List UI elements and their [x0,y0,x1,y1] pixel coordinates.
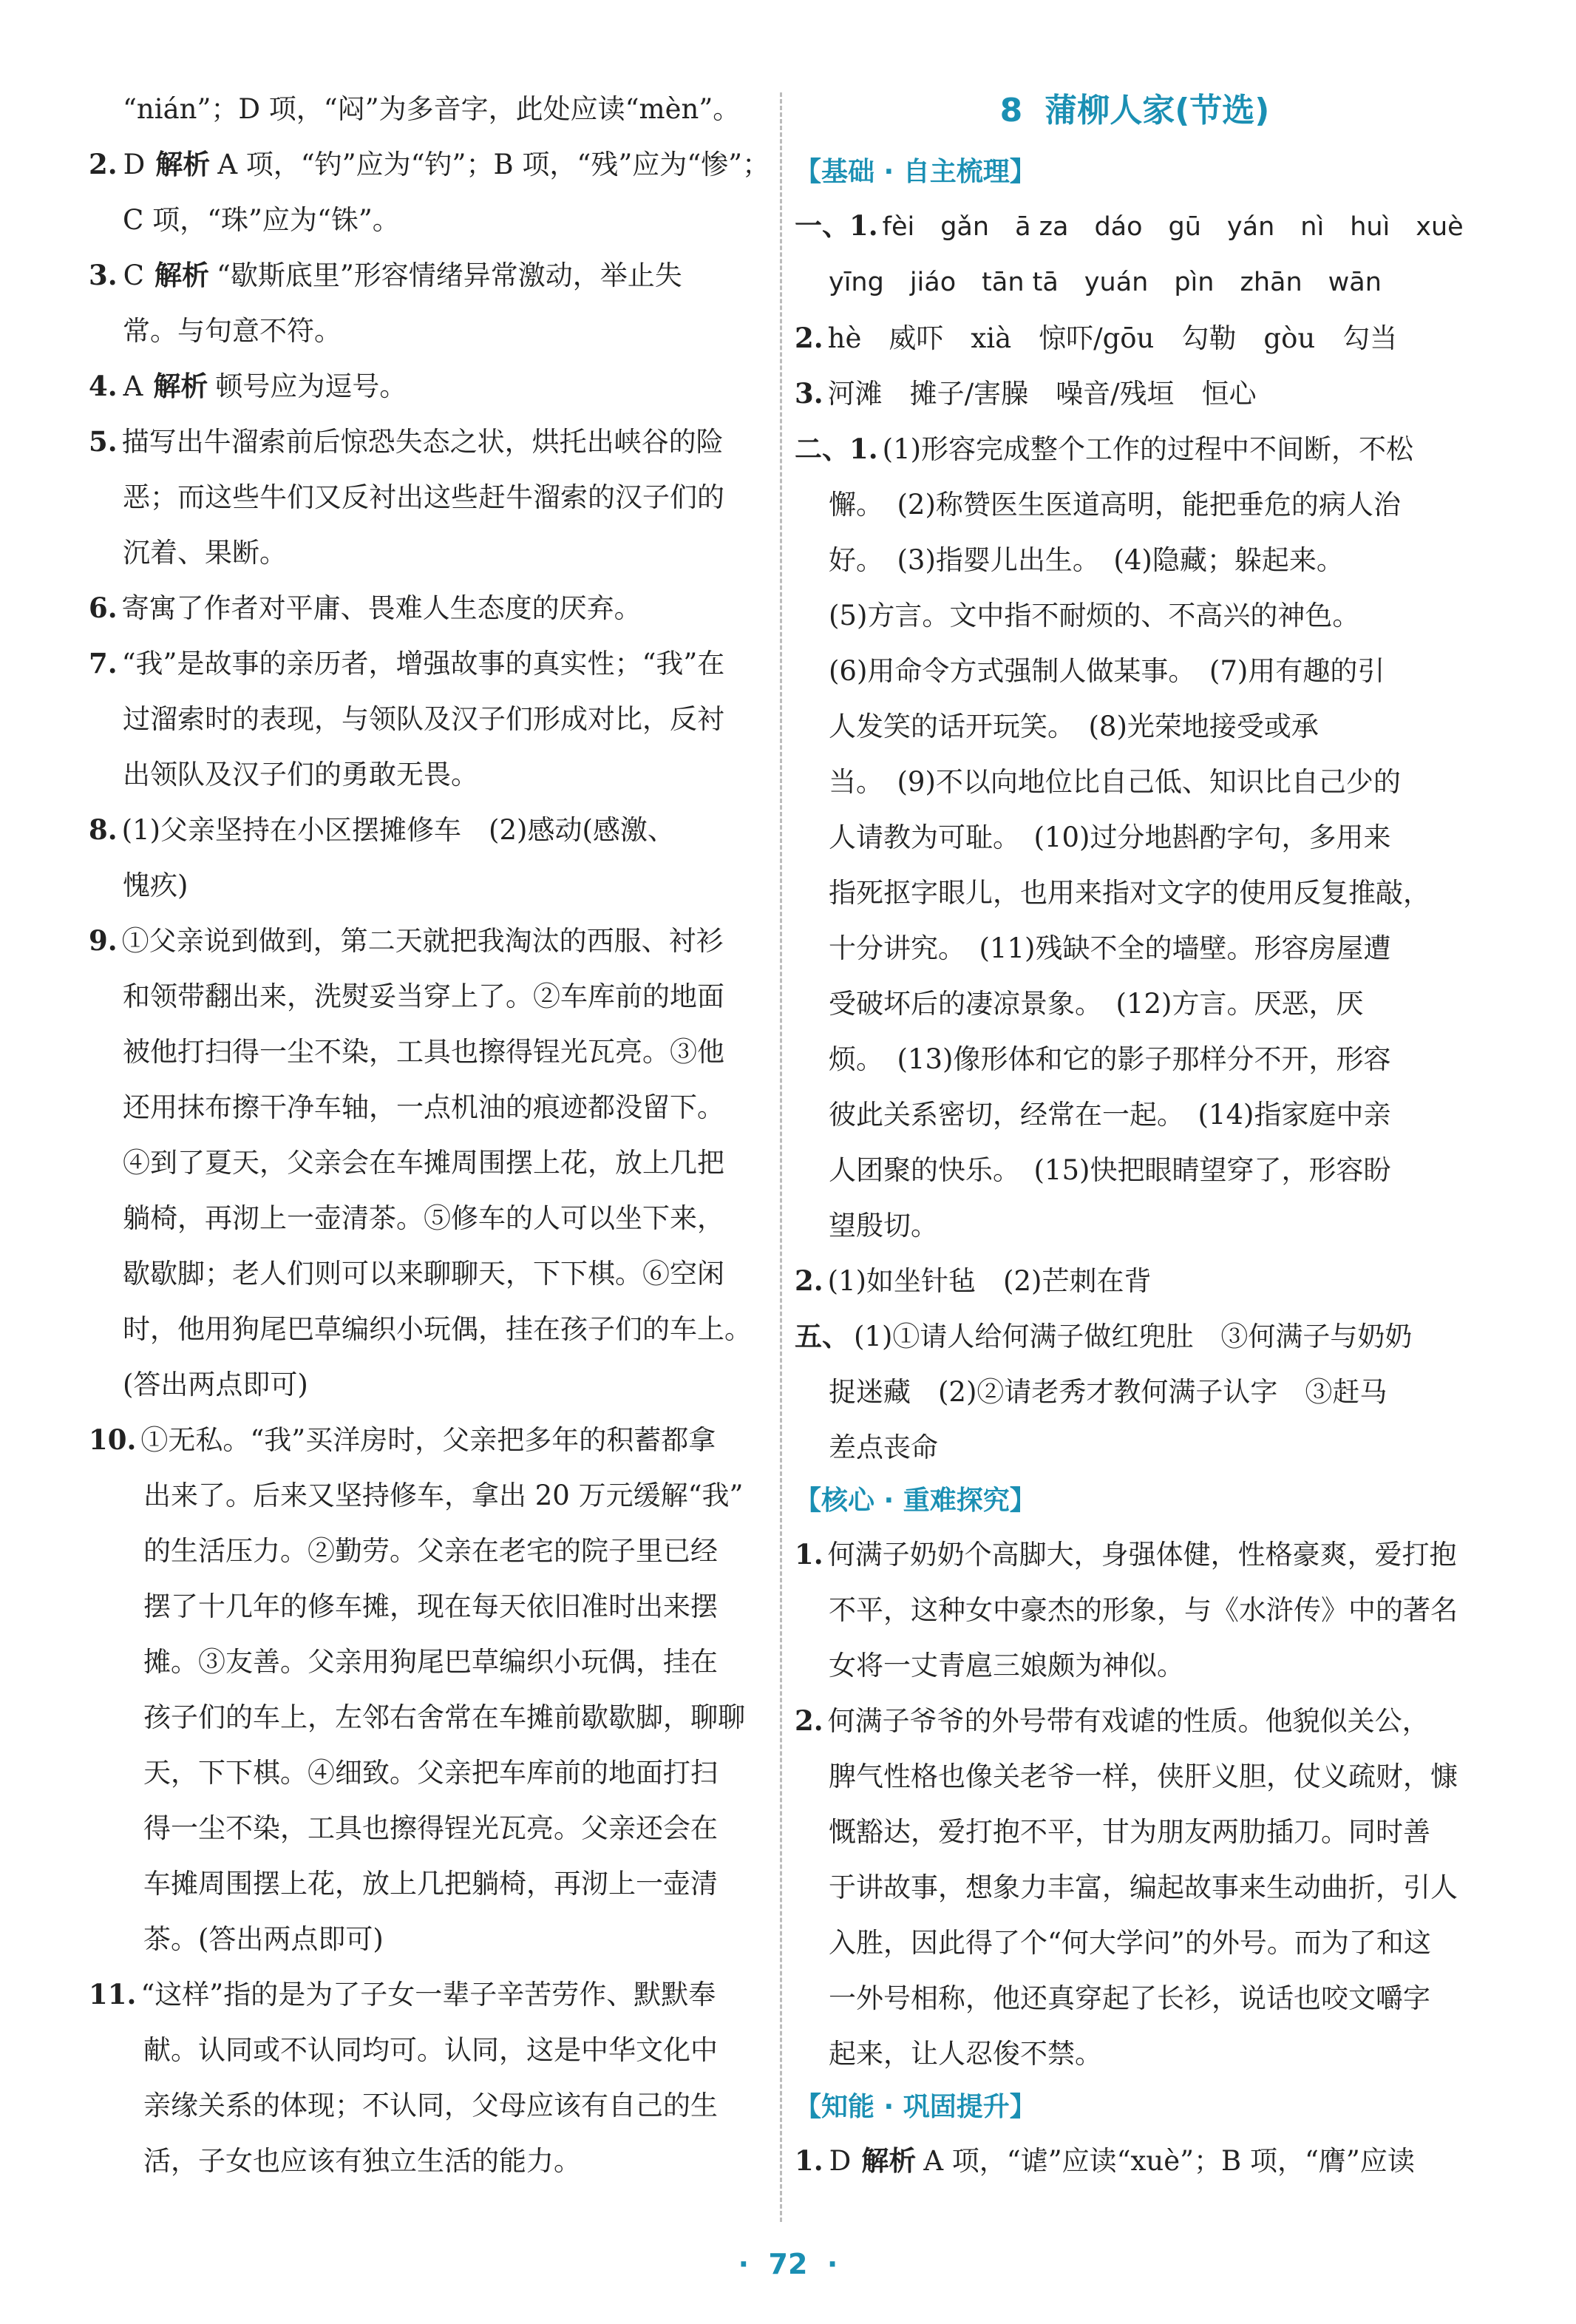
item-text: (1)如坐针毡 (2)芒刺在背 [827,1265,1152,1297]
text-line: 出来了。后来又坚持修车，拿出 20 万元缓解“我” [143,1480,744,1511]
text-line: 的生活压力。②勤劳。父亲在老宅的院子里已经 [143,1535,718,1567]
text-line: 时，他用狗尾巴草编织小玩偶，挂在孩子们的车上。 [123,1313,752,1345]
item-number: 2. [795,1264,823,1297]
section-title [795,81,1475,146]
answer-item [795,2133,1475,2189]
item-text: (1)父亲坚持在小区摆摊修车 (2)感动(感激、 [121,814,675,846]
item-text: 寄寓了作者对平庸、畏难人生态度的厌弃。 [121,592,642,624]
left-column [89,81,772,2189]
text-line: 常。与句意不符。 [123,315,342,347]
item-number: 2. [89,148,118,180]
text-line: 出领队及汉子们的勇敢无畏。 [123,759,478,790]
item-number: 2. [795,1704,823,1737]
text-line: 躺椅，再沏上一壶清茶。⑤修车的人可以坐下来， [123,1202,724,1234]
answer-item [89,1967,772,2022]
text-line: 慨豁达，爱打抱不平，甘为朋友两肋插刀。同时善 [829,1816,1430,1848]
item-number: 9. [89,924,118,957]
text-line: (答出两点即可) [123,1369,308,1400]
text-line: “nián”；D 项，“闷”为多音字，此处应读“mèn”。 [123,93,741,125]
text-line: 起来，让人忍俊不禁。 [829,2038,1102,2070]
item-text: hè 威吓 xià 惊吓/gōu 勾勒 gòu 勾当 [827,322,1398,354]
text-line: 人团聚的快乐。 (15)快把眼睛望穿了，形容盼 [829,1154,1391,1186]
answer-choice: D [829,2145,852,2177]
item-text: fèi gǎn ā za dáo gū yán nì huì xuè [882,212,1464,242]
answer-item [89,359,772,414]
column-divider [780,92,782,2222]
item-number: 二、1. [795,433,878,465]
text-line: 和领带翻出来，洗熨妥当穿上了。②车库前的地面 [123,980,724,1012]
item-number: 1. [795,2144,823,2177]
item-text: 顿号应为逗号。 [215,370,407,402]
answer-item [795,366,1475,421]
text-line: 好。 (3)指婴儿出生。 (4)隐藏；躲起来。 [829,544,1344,576]
answer-item [795,311,1475,366]
text-line: 活，子女也应该有独立生活的能力。 [143,2145,581,2177]
section-heading: 【知能 · 巩固提升】 [795,2092,1036,2122]
item-text: A 项，“钓”应为“钓”；B 项，“残”应为“惨”； [217,149,770,180]
text-line: 一外号相称，他还真穿起了长衫，说话也咬文嚼字 [829,1982,1430,2014]
answer-item [795,1309,1475,1364]
item-text: “这样”指的是为了子女一辈子辛苦劳作、默默奉 [140,1979,716,2010]
answer-choice: C [123,260,144,291]
answer-item [89,580,772,636]
section-heading: 【核心 · 重难探究】 [795,1485,1036,1516]
text-line: 天，下下棋。④细致。父亲把车库前的地面打扫 [143,1757,718,1789]
page-number-value: 72 [768,2248,808,2280]
right-column [795,81,1475,2189]
item-text: 河滩 摊子/害臊 噪音/残垣 恒心 [827,378,1257,410]
item-text: “我”是故事的亲历者，增强故事的真实性；“我”在 [121,648,725,680]
section-title-text: 蒲柳人家(节选) [1045,92,1270,129]
analysis-label: 解析 [153,370,208,402]
item-number: 7. [89,647,118,680]
text-line: 懈。 (2)称赞医生医道高明，能把垂危的病人治 [829,489,1401,521]
answer-item [89,913,772,969]
item-number: 1. [795,1538,823,1571]
text-line: (6)用命令方式强制人做某事。 (7)用有趣的引 [829,655,1385,687]
text-line: 愧疚) [123,870,188,901]
answer-item [89,414,772,470]
text-line: 沉着、果断。 [123,537,287,569]
item-number: 10. [89,1423,137,1456]
text-line: 被他打扫得一尘不染，工具也擦得锃光瓦亮。③他 [123,1036,724,1068]
item-number: 一、1. [795,209,878,242]
answer-item [795,198,1475,255]
text-line: 孩子们的车上，左邻右舍常在车摊前歇歇脚，聊聊 [143,1701,745,1733]
text-line: 差点丧命 [829,1432,938,1463]
text-line: 指死抠字眼儿，也用来指对文字的使用反复推敲， [829,877,1430,909]
text-line: 十分讲究。 (11)残缺不全的墙壁。形容房屋遭 [829,932,1391,964]
answer-item [89,248,772,303]
section-number: 8 [999,92,1023,129]
right-column-body [795,146,1475,2189]
text-line: ④到了夏天，父亲会在车摊周围摆上花，放上几把 [123,1147,724,1179]
text-line: 入胜，因此得了个“何大学问”的外号。而为了和这 [829,1927,1431,1959]
item-text: A 项，“谑”应读“xuè”；B 项，“膺”应读 [923,2145,1415,2177]
answer-item [795,421,1475,477]
analysis-label: 解析 [155,149,211,180]
text-line: 望殷切。 [829,1210,938,1241]
text-line: 捉迷藏 (2)②请老秀才教何满子认字 ③赶马 [829,1376,1388,1408]
text-line: yīng jiáo tān tā yuán pìn zhān wān [829,268,1382,297]
item-text: ①无私。“我”买洋房时，父亲把多年的积蓄都拿 [140,1424,716,1456]
item-number: 5. [89,425,118,458]
section-heading: 【基础 · 自主梳理】 [795,157,1036,187]
text-line: 车摊周围摆上花，放上几把躺椅，再沏上一壶清 [143,1868,718,1900]
text-line: 献。认同或不认同均可。认同，这是中华文化中 [143,2034,718,2066]
answer-item [89,636,772,691]
item-number: 3. [795,377,823,410]
answer-item [795,1693,1475,1749]
text-line: 女将一丈青扈三娘颇为神似。 [829,1650,1184,1681]
answer-item [89,137,772,192]
item-text: 描写出牛溜索前后惊恐失态之状，烘托出峡谷的险 [121,426,724,458]
text-line: 人请教为可耻。 (10)过分地斟酌字句，多用来 [829,821,1391,853]
text-line: 恶；而这些牛们又反衬出这些赶牛溜索的汉子们的 [123,481,724,513]
item-text: 何满子爷爷的外号带有戏谑的性质。他貌似关公， [827,1705,1430,1737]
item-number: 五、 [795,1320,849,1352]
text-line: 人发笑的话开玩笑。 (8)光荣地接受或承 [829,711,1319,742]
text-line: 于讲故事，想象力丰富，编起故事来生动曲折，引人 [829,1871,1458,1903]
item-text: “歇斯底里”形容情绪异常激动，举止失 [216,260,682,291]
text-line: 过溜索时的表现，与领队及汉子们形成对比，反衬 [123,703,724,735]
text-line: 受破坏后的凄凉景象。 (12)方言。厌恶，厌 [829,988,1364,1020]
text-line: (5)方言。文中指不耐烦的、不高兴的神色。 [829,600,1360,631]
item-number: 3. [89,259,118,291]
text-line: 烦。 (13)像形体和它的影子那样分不开，形容 [829,1043,1391,1075]
text-line: 脾气性格也像关老爷一样，侠肝义胆，仗义疏财，慷 [829,1761,1458,1792]
text-line: 亲缘关系的体现；不认同，父母应该有自己的生 [143,2090,718,2121]
answer-item [795,1527,1475,1582]
answer-item [89,802,772,858]
answer-choice: D [123,149,146,180]
text-line: C 项，“珠”应为“铢”。 [123,204,400,236]
text-line: 得一尘不染，工具也擦得锃光瓦亮。父亲还会在 [143,1812,718,1844]
item-text: ①父亲说到做到，第二天就把我淘汰的西服、衬衫 [121,925,724,957]
answer-item [89,1412,772,1468]
item-text: (1)形容完成整个工作的过程中不间断，不松 [882,433,1414,465]
text-line: 不平，这种女中豪杰的形象，与《水浒传》中的著名 [829,1594,1458,1626]
item-text: 何满子奶奶个高脚大，身强体健，性格豪爽，爱打抱 [827,1539,1457,1571]
text-line: 摊。③友善。父亲用狗尾巴草编织小玩偶，挂在 [143,1646,718,1678]
item-number: 2. [795,322,823,354]
answer-choice: A [123,370,143,402]
item-text: (1)①请人给何满子做红兜肚 ③何满子与奶奶 [854,1321,1413,1352]
text-line: 茶。(答出两点即可) [143,1923,384,1955]
answer-item [795,1253,1475,1309]
item-number: 6. [89,592,118,624]
text-line: 彼此关系密切，经常在一起。 (14)指家庭中亲 [829,1099,1391,1131]
analysis-label: 解析 [154,260,209,291]
text-line: 当。 (9)不以向地位比自己低、知识比自己少的 [829,766,1401,798]
page-number: · 72 · [738,2248,838,2280]
text-line: 摆了十几年的修车摊，现在每天依旧准时出来摆 [143,1590,718,1622]
item-number: 4. [89,370,118,402]
item-number: 11. [89,1978,137,2010]
text-line: 歇歇脚；老人们则可以来聊聊天，下下棋。⑥空闲 [123,1258,724,1290]
text-line: 还用抹布擦干净车轴，一点机油的痕迹都没留下。 [123,1091,724,1123]
analysis-label: 解析 [861,2145,917,2177]
item-number: 8. [89,813,118,846]
